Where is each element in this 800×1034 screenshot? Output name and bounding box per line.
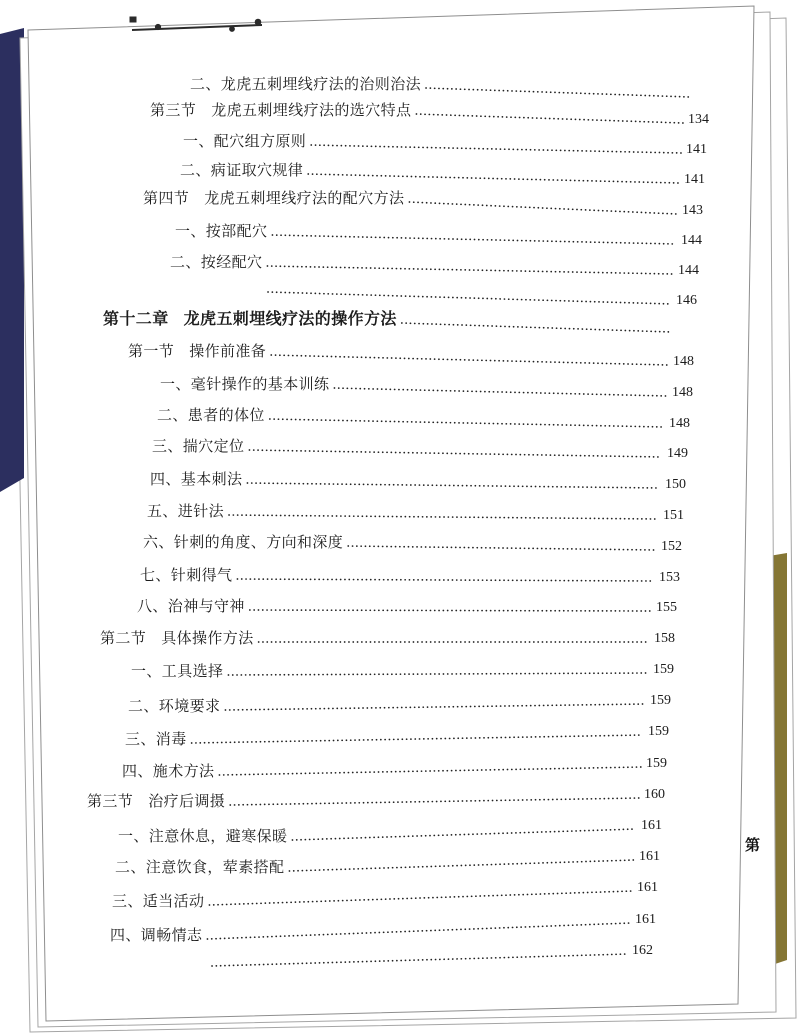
toc-entry [140,565,232,585]
toc-page-number: 161 [637,880,658,895]
toc-section-entry [100,628,254,648]
toc-page-number: 150 [665,477,686,492]
toc-page-number: 159 [650,693,671,708]
toc-section-label: 第一节 [128,342,175,360]
toc-entry-title: 二、病证取穴规律 [180,161,304,179]
toc-section-entry [87,791,225,811]
toc-page-number: 153 [659,570,680,585]
toc-page-number: 161 [639,849,660,864]
toc-entry-title: 一、工具选择 [131,662,224,680]
toc-chapter-label: 第十二章 [103,309,169,328]
toc-entry [160,374,329,394]
toc-entry-title: 具体操作方法 [161,629,254,647]
toc-entry [128,696,220,716]
toc-entry [115,857,284,877]
toc-entry-title: 二、环境要求 [128,697,221,715]
toc-section-entry [128,341,266,361]
toc-entry-title: 一、按部配穴 [175,222,268,240]
toc-entry-title: 二、注意饮食，荤素搭配 [115,858,285,876]
toc-entry [118,826,287,846]
next-page-chapter-glyph: 第 [745,836,761,854]
toc-page-number: 160 [644,787,665,802]
toc-entry-title: 七、针刺得气 [140,566,233,584]
toc-page-number: 144 [678,263,699,278]
toc-page-number: 161 [635,912,656,927]
toc-page-number: 161 [641,818,662,833]
toc-page-number: 141 [684,172,705,187]
toc-entry [152,436,244,456]
toc-entry-title: 四、施术方法 [122,762,215,780]
toc-entry-title: 六、针刺的角度、方向和深度 [143,533,344,551]
toc-page-number: 158 [654,631,675,646]
toc-entry [190,74,421,94]
toc-entry [112,891,204,911]
toc-entry [122,761,214,781]
toc-entry-title: 二、龙虎五刺埋线疗法的治则治法 [190,75,422,93]
toc-page-number: 159 [646,756,667,771]
toc-page-number: 149 [667,446,688,461]
toc-entry [180,160,303,180]
toc-page-number: 141 [686,142,707,157]
toc-page-number: 155 [656,600,677,615]
toc-page-number: 148 [672,385,693,400]
toc-section-label: 第三节 [150,101,197,119]
toc-entry [137,596,245,616]
toc-chapter-entry [103,309,397,329]
toc-entry-title: 三、适当活动 [112,892,205,910]
toc-entry-title: 一、注意休息，避寒保暖 [118,827,288,845]
toc-page-number: 134 [688,112,709,127]
toc-entry-title: 四、调畅情志 [110,926,203,944]
toc-page-number: 151 [663,508,684,523]
toc-section-label: 第二节 [100,629,147,647]
toc-entry [150,469,242,489]
toc-section-entry [150,100,411,120]
toc-section-entry [143,188,404,208]
toc-page-number: 159 [648,724,669,739]
toc-entry [175,221,267,241]
toc-entry-title: 五、进针法 [147,502,225,520]
toc-page-number: 159 [653,662,674,677]
toc-section-label: 第四节 [143,189,190,207]
toc-entry [110,925,202,945]
toc-entry-title: 二、患者的体位 [157,406,265,424]
toc-page-number: 148 [673,354,694,369]
toc-page-number: 152 [661,539,682,554]
toc-page-number: 146 [676,293,697,308]
toc-entry-title: 龙虎五刺埋线疗法的选穴特点 [211,101,412,119]
toc-entry [125,729,187,749]
toc-entry-title: 一、毫针操作的基本训练 [160,375,330,393]
toc-page-number: 148 [669,416,690,431]
toc-entry-title: 八、治神与守神 [137,597,245,615]
book-cover-left-edge [0,28,24,492]
toc-entry-title: 操作前准备 [189,342,267,360]
toc-entry-title: 四、基本刺法 [150,470,243,488]
toc-entry [157,405,265,425]
toc-entry [183,131,306,151]
toc-entry-title: 二、按经配穴 [170,253,263,271]
toc-entry-title: 一、配穴组方原则 [183,132,307,150]
toc-entry-title: 三、揣穴定位 [152,437,245,455]
toc-entry-title: 治疗后调摄 [148,792,226,810]
toc-entry-title: 三、消毒 [125,730,187,748]
toc-page-number: 162 [632,943,653,958]
toc-page-number: 143 [682,203,703,218]
toc-page-number: 144 [681,233,702,248]
toc-entry [147,501,224,521]
toc-entry [131,661,223,681]
toc-entry-title: 龙虎五刺埋线疗法的配穴方法 [204,189,405,207]
toc-entry [170,252,262,272]
toc-section-label: 第三节 [87,792,134,810]
toc-entry [143,532,343,552]
toc-chapter-title: 龙虎五刺埋线疗法的操作方法 [183,309,397,328]
